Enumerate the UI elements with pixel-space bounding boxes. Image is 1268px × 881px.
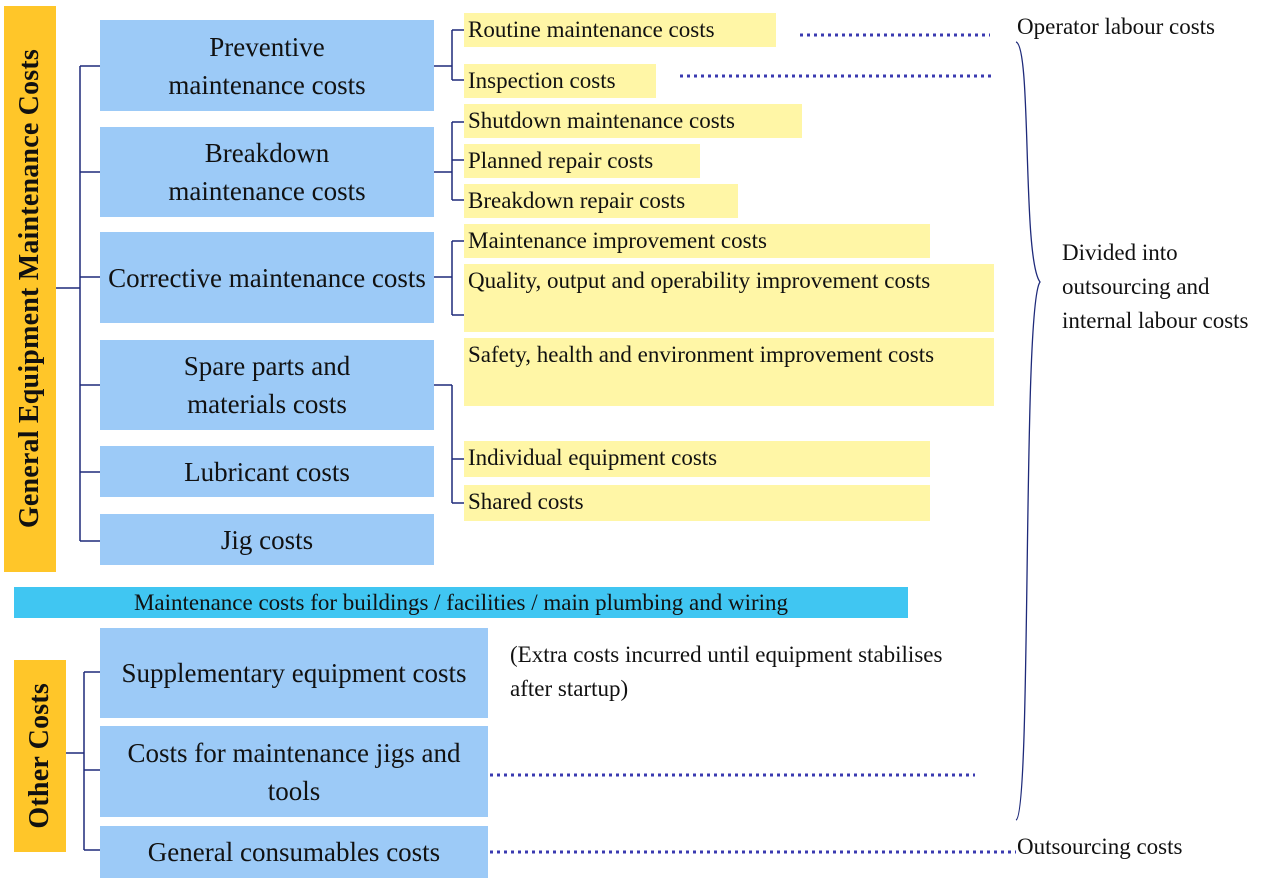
item-routine-maintenance: Routine maintenance costs — [464, 13, 776, 47]
preventive-bracket — [434, 30, 464, 80]
category-jig: Jig costs — [100, 514, 434, 565]
right-curly-brace — [1016, 42, 1040, 820]
category-spare-parts-materials: Spare parts and materials costs — [100, 340, 434, 430]
other-section-title: Other Costs — [24, 683, 55, 829]
item-breakdown-repair: Breakdown repair costs — [464, 184, 738, 218]
supplementary-note: (Extra costs incurred until equipment stabilises after startup) — [510, 642, 943, 701]
item-shared: Shared costs — [464, 485, 930, 521]
outsourcing-label: Outsourcing costs — [1017, 834, 1183, 859]
category-preventive-maintenance: Preventive maintenance costs — [100, 20, 434, 111]
item-inspection: Inspection costs — [464, 64, 656, 98]
item-safety-health-environment: Safety, health and environment improvement costs — [464, 338, 994, 406]
category-corrective-maintenance: Corrective maintenance costs — [100, 232, 434, 323]
category-maintenance-jigs-tools: Costs for maintenance jigs and tools — [100, 726, 488, 817]
general-section-title-bar — [4, 6, 56, 572]
general-section-title: General Equipment Maintenance Costs — [14, 49, 45, 529]
buildings-facilities-band: Maintenance costs for buildings / facilities / main plumbing and wiring — [14, 587, 908, 618]
corrective-bracket — [434, 241, 464, 315]
general-bracket — [56, 66, 100, 541]
item-shutdown-maintenance: Shutdown maintenance costs — [464, 104, 802, 138]
spare-parts-bracket — [434, 385, 464, 503]
item-planned-repair: Planned repair costs — [464, 144, 700, 178]
divided-label: Divided into outsourcing and internal labour costs — [1062, 240, 1249, 333]
item-individual-equipment: Individual equipment costs — [464, 441, 930, 477]
other-bracket — [66, 672, 100, 850]
operator-labour-label: Operator labour costs — [1017, 14, 1215, 39]
category-supplementary-equipment: Supplementary equipment costs — [100, 628, 488, 718]
item-maintenance-improvement: Maintenance improvement costs — [464, 224, 930, 258]
category-general-consumables: General consumables costs — [100, 826, 488, 878]
breakdown-bracket — [434, 122, 464, 200]
other-section-title-bar — [14, 660, 66, 852]
item-quality-output-operability: Quality, output and operability improvement costs — [464, 264, 994, 332]
category-breakdown-maintenance: Breakdown maintenance costs — [100, 127, 434, 217]
category-lubricant: Lubricant costs — [100, 446, 434, 497]
